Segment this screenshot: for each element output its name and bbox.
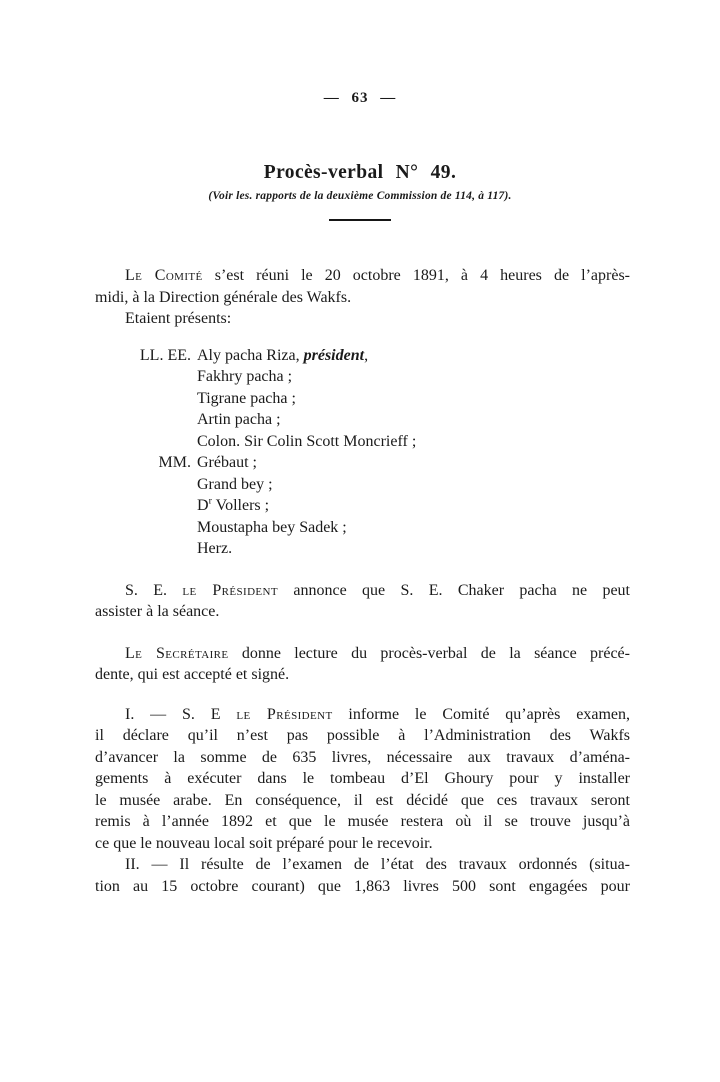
text-segment: annonce que S. E. Chaker pacha ne peut	[278, 581, 630, 599]
attendee-row	[95, 474, 630, 496]
paragraph-item-2	[95, 854, 630, 897]
attendee-row	[95, 452, 630, 474]
horizontal-rule	[329, 219, 391, 221]
attendee-name	[197, 474, 630, 496]
text-line	[95, 747, 630, 769]
text-segment: le Président	[236, 705, 333, 723]
text-line	[95, 265, 630, 287]
text-line	[95, 601, 630, 623]
paragraph-item-1	[95, 704, 630, 855]
text-line	[95, 876, 630, 898]
text-segment: r	[208, 495, 212, 507]
text-segment: midi, à la Direction générale des Wakfs.	[95, 288, 352, 306]
document-body	[95, 265, 630, 897]
attendee-name	[197, 517, 630, 539]
text-line	[95, 768, 630, 790]
text-segment: Herz.	[197, 540, 233, 557]
attendee-prefix	[95, 474, 197, 496]
attendee-name	[197, 452, 630, 474]
attendee-name	[197, 431, 630, 453]
attendee-prefix	[95, 409, 197, 431]
text-segment: S. E.	[125, 581, 183, 599]
text-segment: assister à la séance.	[95, 603, 220, 620]
attendee-list	[95, 345, 630, 560]
text-segment: II. — Il résulte de l’examen de l’état des travaux ordonnés (situa-	[125, 856, 630, 873]
text-segment: Grand bey ;	[197, 475, 273, 493]
text-line	[95, 664, 630, 686]
text-segment: Moustapha bey Sadek ;	[197, 518, 347, 536]
text-segment: Aly pacha Riza,	[197, 346, 304, 364]
text-line	[95, 287, 630, 309]
text-segment: Artin pacha ;	[197, 411, 281, 428]
text-segment: Etaient présents:	[125, 310, 232, 327]
text-segment: gements à exécuter dans le tombeau d’El Ghoury pour y installer	[95, 770, 630, 787]
text-line	[95, 704, 630, 726]
text-line	[95, 308, 630, 330]
attendee-name	[197, 345, 630, 367]
text-segment: président	[303, 346, 365, 364]
text-line	[95, 643, 630, 665]
text-segment: Fakhry pacha ;	[197, 368, 293, 385]
attendee-prefix	[95, 431, 197, 453]
attendee-name	[197, 495, 630, 517]
attendee-name	[197, 388, 630, 410]
paragraph-president-announcement	[95, 580, 630, 623]
text-line	[95, 790, 630, 812]
paragraph-opening	[95, 265, 630, 308]
paragraph-present-intro	[95, 308, 630, 330]
text-segment: il déclare qu’il n’est pas possible à l’Administration des Wakfs	[95, 727, 630, 744]
attendee-row	[95, 388, 630, 410]
text-segment: Colon. Sir Colin Scott Moncrieff ;	[197, 432, 417, 450]
text-segment: ,	[364, 346, 369, 364]
text-segment: I. — S. E	[125, 705, 237, 723]
paragraph-secretary-reading	[95, 643, 630, 686]
text-line	[95, 580, 630, 602]
attendee-prefix	[95, 388, 197, 410]
text-segment: le Président	[182, 581, 279, 599]
attendee-name	[197, 538, 630, 560]
attendee-prefix: MM.	[158, 454, 191, 471]
text-segment: Le Secrétaire	[125, 644, 229, 662]
attendee-row	[95, 495, 630, 517]
text-line	[95, 725, 630, 747]
text-segment: s’est réuni le 20 octobre 1891, à 4 heures de l’après-	[202, 267, 631, 284]
text-segment: Le Comité	[125, 267, 203, 284]
text-segment: ce que le nouveau local soit préparé pour le recevoir.	[95, 834, 433, 852]
attendee-name	[197, 366, 630, 388]
attendee-row	[95, 431, 630, 453]
text-segment: dente, qui est accepté et signé.	[95, 666, 290, 683]
text-segment: informe le Comité qu’après examen,	[332, 705, 630, 723]
attendee-name	[197, 409, 630, 431]
attendee-row	[95, 366, 630, 388]
attendee-prefix	[95, 538, 197, 560]
attendee-prefix	[95, 517, 197, 539]
text-segment: remis à l’année 1892 et que le musée restera où il se trouve jusqu’à	[95, 813, 630, 830]
attendee-row	[95, 409, 630, 431]
attendee-row	[95, 345, 630, 367]
attendee-prefix	[95, 366, 197, 388]
document-subtitle: (Voir les. rapports de la deuxième Commission de 114, à 117).	[208, 190, 512, 202]
text-segment: Grébaut ;	[197, 454, 257, 471]
text-segment: D	[197, 497, 209, 514]
text-segment: Tigrane pacha ;	[197, 389, 296, 407]
document-title: Procès-verbal N° 49.	[263, 162, 457, 183]
text-line	[95, 811, 630, 833]
text-line	[95, 833, 630, 855]
page-number: — 63 —	[323, 90, 397, 106]
text-segment: d’avancer la somme de 635 livres, nécessaire aux travaux d’aména-	[95, 748, 630, 766]
text-segment: le musée arabe. En conséquence, il est décidé que ces travaux seront	[95, 791, 630, 809]
text-segment: tion au 15 octobre courant) que 1,863 livres 500 sont engagées pour	[95, 877, 630, 895]
attendee-row	[95, 517, 630, 539]
text-segment: Vollers ;	[211, 497, 270, 514]
attendee-prefix: LL. EE.	[139, 346, 191, 364]
text-segment: donne lecture du procès-verbal de la séance précé-	[228, 644, 630, 662]
attendee-row	[95, 538, 630, 560]
attendee-prefix	[95, 495, 197, 517]
text-line	[95, 854, 630, 876]
